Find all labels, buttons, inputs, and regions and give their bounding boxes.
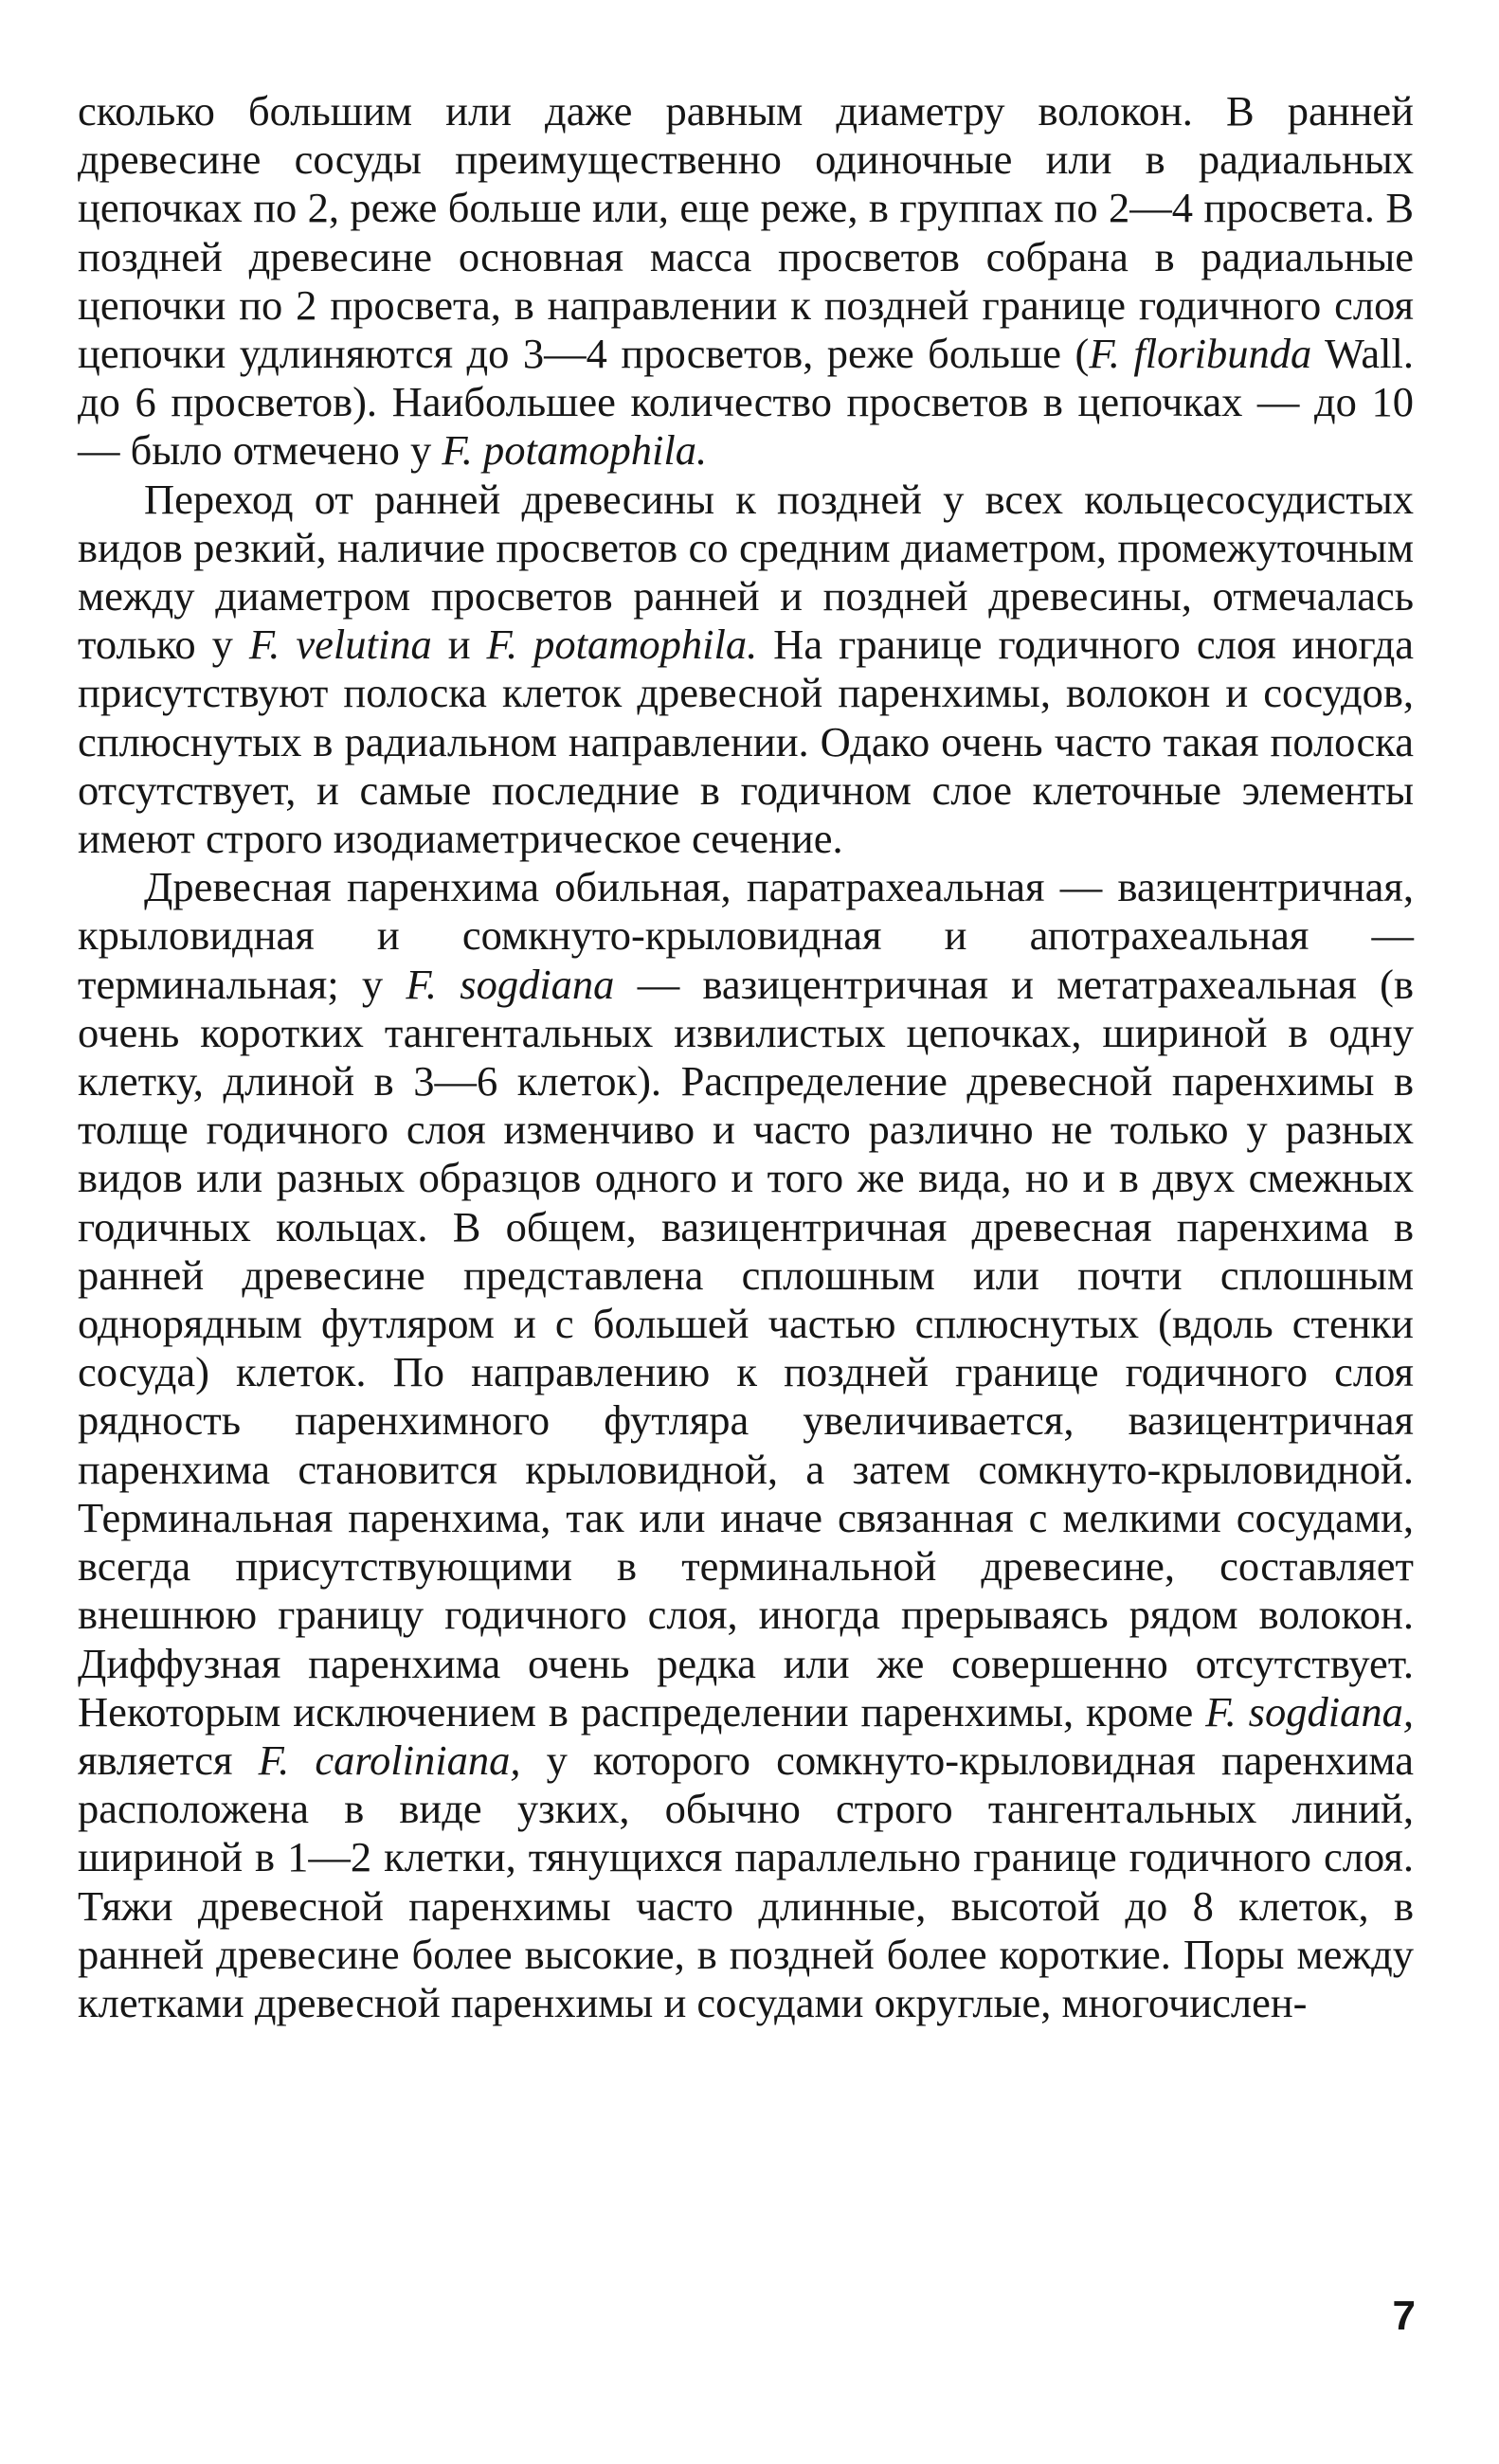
text-run: На границе годичного слоя иногда присутствуют полоска клеток древесной паренхимы, волокон и сосудов, сплюснутых в радиальном направлении. Одако очень часто такая полоска отсутствует, и самые последние в годичном слое клеточные элементы имеют строго изодиаметрическое сечение. [78, 620, 1414, 863]
paragraph-1 [78, 87, 1414, 476]
species-name: F. potamophila. [442, 426, 708, 475]
text-run: — вазицентричная и метатрахеальная (в очень коротких тангентальных извилистых цепочках, шириной в одну клетку, длиной в 3—6 клеток). Распределение древесной паренхимы в толще годичного слоя изменчиво и часто различно не только у разных видов или разных образцов одного и того же вида, но и в двух смежных годичных кольцах. В общем, вазицентричная древесная паренхима в ранней древесине представлена сплошным или почти сплошным однорядным футляром и с большей частью сплюснутых (вдоль стенки сосуда) клеток. По направлению к поздней границе годичного слоя рядность паренхимного футляра увеличивается, вазицентричная паренхима становится крыловидной, а затем сомкнуто-крыловидной. Терминальная паренхима, так или иначе связанная с мелкими сосудами, всегда присутствующими в терминальной древесине, составляет внешнюю границу годичного слоя, иногда прерываясь рядом волокон. Диффузная паренхима очень редка или же совершенно отсутствует. Некоторым исключением в распределении паренхимы, кроме [78, 960, 1414, 1736]
species-name: F. sogdiana, [1205, 1687, 1414, 1736]
page-body [78, 87, 1414, 2027]
text-run: и [431, 620, 487, 669]
species-name: F. velutina [248, 620, 432, 669]
species-name: F. sogdiana [406, 960, 615, 1008]
paragraph-3 [78, 863, 1414, 2027]
text-run: является [78, 1736, 259, 1784]
text-run: Древесная паренхима обильная, паратрахеальная — вазицентричная, крыловидная и сомкнуто-крыловидная и апотрахеальная — терминальная; у [78, 863, 1414, 1008]
paragraph-2 [78, 476, 1414, 864]
species-name: F. potamophila. [486, 620, 758, 669]
species-name: F. floribunda [1089, 330, 1312, 378]
text-run: Переход от ранней древесины к поздней у всех кольцесосудистых видов резкий, наличие просветов со средним диаметром, промежуточным между диаметром просветов ранней и поздней древесины, отмечалась только у [78, 475, 1414, 669]
text-run: Wall. до 6 просветов). Наибольшее количество просветов в цепочках — до 10 — было отмечено у [78, 330, 1415, 475]
text-run: сколько большим или даже равным диаметру волокон. В ранней древесине сосуды преимущественно одиночные или в радиальных цепочках по 2, реже больше или, еще реже, в группах по 2—4 просвета. В поздней древесине основная масса просветов собрана в радиальные цепочки по 2 просвета, в направлении к поздней границе годичного слоя цепочки удлиняются до 3—4 просветов, реже больше ( [78, 87, 1414, 378]
species-name: F. caroliniana, [258, 1736, 521, 1784]
text-run: у которого сомкнуто-крыловидная паренхима расположена в виде узких, обычно строго тангентальных линий, шириной в 1—2 клетки, тянущихся параллельно границе годичного слоя. Тяжи древесной паренхимы часто длинные, высотой до 8 клеток, в ранней древесине более высокие, в поздней более короткие. Поры между клетками древесной паренхимы и сосудами округлые, многочислен- [78, 1736, 1415, 2026]
page-number: 7 [1392, 2293, 1416, 2339]
